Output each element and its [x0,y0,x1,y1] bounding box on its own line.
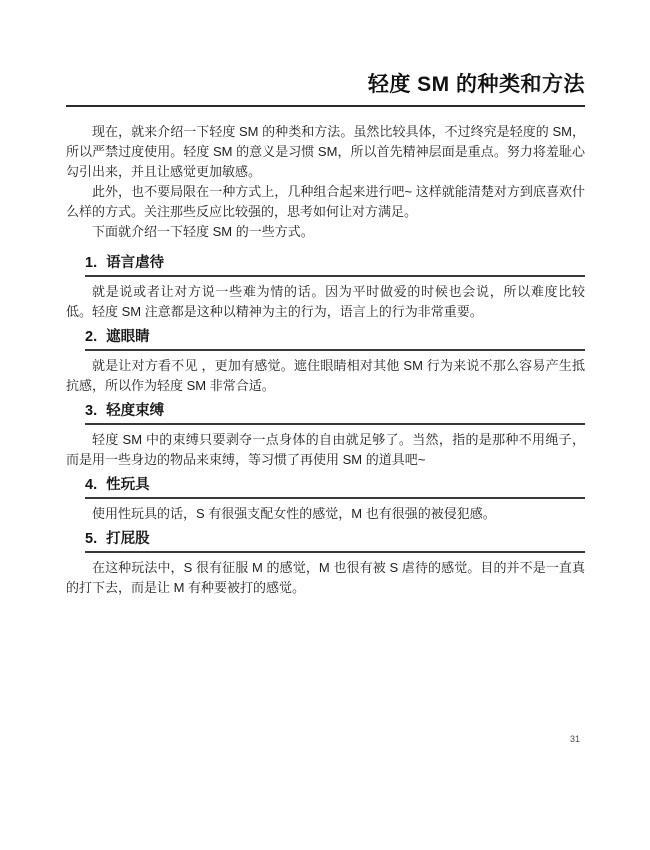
section-body: 在这种玩法中，S 很有征服 M 的感觉，M 也很有被 S 虐待的感觉。目的并不是一直真的打下去，而是让 M 有种要被打的感觉。 [66,560,585,595]
section-heading [85,254,585,277]
section-number: 4. [85,477,98,493]
section-title: 打屁股 [106,531,150,547]
section-title: 性玩具 [106,477,150,493]
intro-paragraph: 现在，就来介绍一下轻度 SM 的种类和方法。虽然比较具体，不过终究是轻度的 SM，所以严禁过度使用。轻度 SM 的意义是习惯 SM，所以首先精神层面是重点。努力将羞耻心勾引出来，并且让感觉更加敏感。 [66,124,585,179]
section [66,530,585,598]
section-heading [85,476,585,499]
section-title: 语言虐待 [106,255,165,271]
section-body: 使用性玩具的话，S 有很强支配女性的感觉，M 也有很强的被侵犯感。 [92,506,496,521]
section-body: 就是说或者让对方说一些难为情的话。因为平时做爱的时候也会说，所以难度比较低。轻度 SM 注意都是这种以精神为主的行为，语言上的行为非常重要。 [66,284,585,319]
page-title: 轻度 SM 的种类和方法 [66,71,585,107]
section [66,254,585,322]
section-body: 就是让对方看不见 ，更加有感觉。遮住眼睛相对其他 SM 行为来说不那么容易产生抵抗感，所以作为轻度 SM 非常合适。 [66,358,585,393]
sections [66,254,585,598]
section-heading [85,530,585,553]
section-heading [85,402,585,425]
intro-paragraph: 此外，也不要局限在一种方式上，几种组合起来进行吧~ 这样就能清楚对方到底喜欢什么样的方式。关注那些反应比较强的，思考如何让对方满足。 [66,184,585,219]
page-number: 31 [569,734,580,744]
intro-paragraph: 下面就介绍一下轻度 SM 的一些方式。 [92,224,314,239]
section-number: 5. [85,531,98,547]
page-content [66,0,585,598]
section-title: 遮眼睛 [106,329,150,345]
section-number: 2. [85,329,98,345]
section-title: 轻度束缚 [106,403,165,419]
section [66,402,585,470]
section-heading [85,328,585,351]
section [66,328,585,396]
intro-paragraphs [66,122,585,242]
section-number: 3. [85,403,98,419]
section-number: 1. [85,255,98,271]
section-body: 轻度 SM 中的束缚只要剥夺一点身体的自由就足够了。当然，指的是那种不用绳子，而是用一些身边的物品来束缚，等习惯了再使用 SM 的道具吧~ [66,432,585,467]
section [66,476,585,524]
